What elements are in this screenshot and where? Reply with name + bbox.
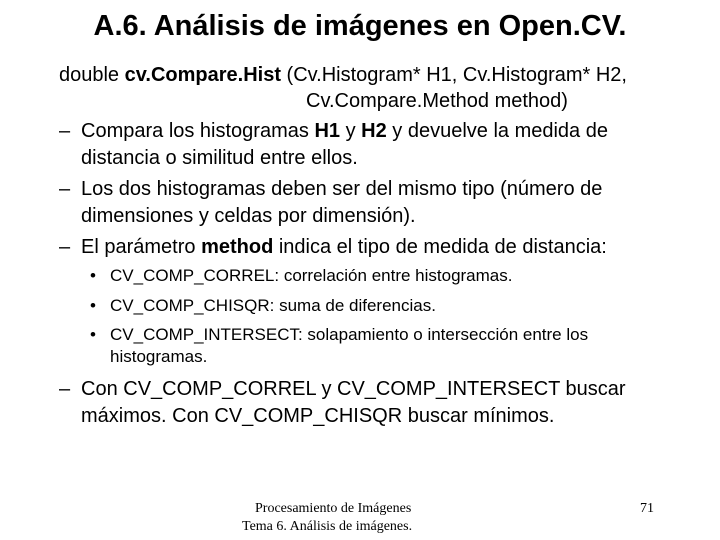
page-number: 71 xyxy=(640,501,654,516)
item-3-line-1 xyxy=(81,234,607,260)
item-4-line-1: Con CV_COMP_CORREL y CV_COMP_INTERSECT buscar xyxy=(81,378,626,400)
signature-line-2 xyxy=(306,88,568,114)
item-1-text-c: y devuelve la medida de xyxy=(386,120,608,142)
subitem-3-text-2: histogramas. xyxy=(110,347,208,366)
signature-params-2: Cv.Compare.Method method) xyxy=(306,90,568,112)
return-type: double xyxy=(59,64,120,86)
subitem-2-text: CV_COMP_CHISQR: suma de diferencias. xyxy=(110,296,436,315)
item-1-text-b: y xyxy=(340,120,362,142)
subitem-3-text: CV_COMP_INTERSECT: solapamiento o intersección entre los xyxy=(110,325,589,344)
function-name: cv.Compare.Hist xyxy=(124,64,281,86)
subitem-1-text: CV_COMP_CORREL: correlación entre histogramas. xyxy=(110,266,513,285)
item-2-line-1: Los dos histogramas deben ser del mismo tipo (número de xyxy=(81,178,603,200)
item-2-line-2: dimensiones y celdas por dimensión). xyxy=(81,205,416,227)
subitem-3-bullet: • xyxy=(90,325,96,344)
item-1-text-a: Compara los histogramas xyxy=(81,120,315,142)
item-1-line-2: distancia o similitud entre ellos. xyxy=(81,147,358,169)
item-4-line-2: máximos. Con CV_COMP_CHISQR buscar mínimos. xyxy=(81,405,555,427)
item-3-dash: – xyxy=(59,236,71,258)
item-1-bold-h1: H1 xyxy=(314,120,341,142)
slide-title: A.6. Análisis de imágenes en Open.CV. xyxy=(93,10,627,42)
item-2-dash: – xyxy=(59,178,71,200)
signature-line-1 xyxy=(59,62,627,88)
item-1-line-1 xyxy=(81,118,608,144)
item-4-dash: – xyxy=(59,378,71,400)
item-3-bold-method: method xyxy=(201,236,274,258)
subitem-2-bullet: • xyxy=(90,296,96,315)
item-1-bold-h2: H2 xyxy=(361,120,387,142)
footer-course: Procesamiento de Imágenes xyxy=(255,501,412,516)
subitem-1-bullet: • xyxy=(90,266,96,285)
item-1-dash: – xyxy=(59,120,71,142)
item-3-text-b: indica el tipo de medida de distancia: xyxy=(273,236,607,258)
item-3-text-a: El parámetro xyxy=(81,236,202,258)
signature-params-1: (Cv.Histogram* H1, Cv.Histogram* H2, xyxy=(286,64,627,86)
footer-topic: Tema 6. Análisis de imágenes. xyxy=(242,519,413,534)
